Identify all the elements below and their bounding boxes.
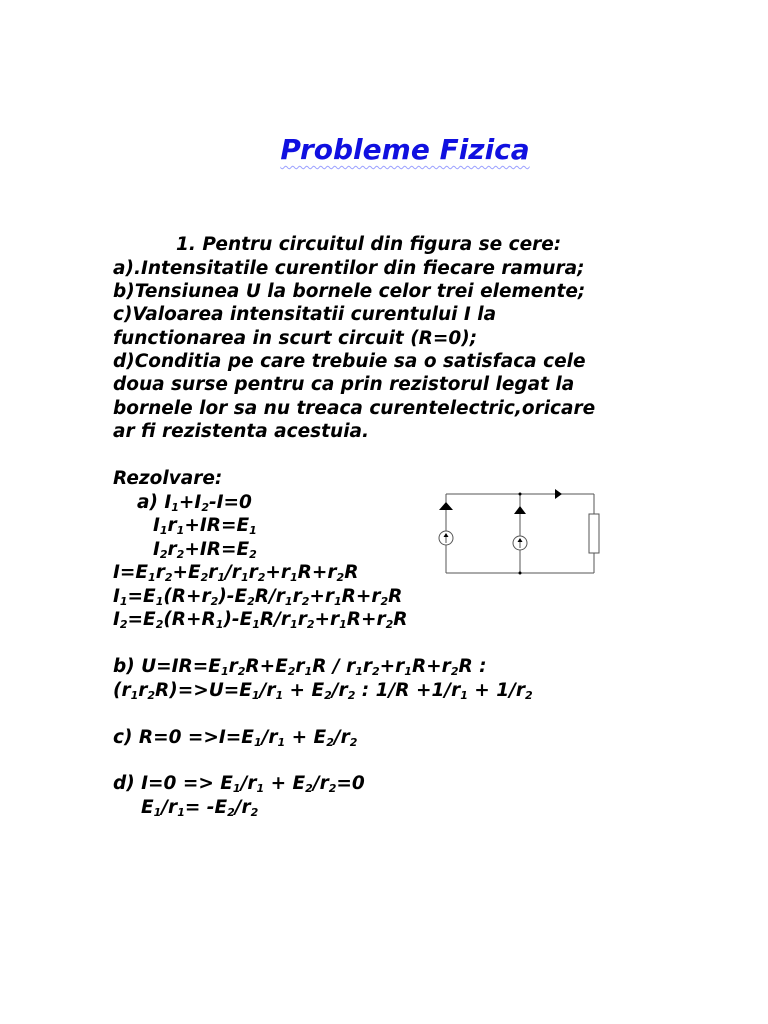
page-title: Probleme Fizica bbox=[280, 133, 530, 166]
equation-c: c) $R=0 =>I=E_1/r_1 + E_2/r_2$ bbox=[113, 727, 358, 749]
equation-d2: $E_1/r_1= -E_2/r_2$ bbox=[141, 797, 259, 819]
current-arrow-top-icon bbox=[555, 489, 562, 499]
problem-item-a: a).Intensitatile curentilor din fiecare ramura; bbox=[113, 258, 585, 279]
problem-item-d-cont2: bornele lor sa nu treaca curentelectric,oricare bbox=[113, 398, 596, 419]
solution-heading: Rezolvare: bbox=[113, 468, 223, 489]
equation-a6: $I_2=E_2(R+R_1)-E_1R/r_1r_2+r_1R+r_2R$ bbox=[113, 609, 408, 631]
problem-item-b: b)Tensiunea U la bornele celor trei elemente; bbox=[113, 281, 586, 302]
equation-a1: a) $I_1+I_2-I=0$ bbox=[137, 492, 252, 514]
equation-d1: d) $I=0 => E_1/r_1 + E_2/r_2=0$ bbox=[113, 773, 365, 795]
equation-a5: $I_1=E_1(R+r_2)-E_2R/r_1r_2+r_1R+r_2R$ bbox=[113, 586, 403, 608]
problem-item-c-cont: functionarea in scurt circuit (R=0); bbox=[113, 328, 478, 349]
equation-a3: $I_2r_2+IR=E_2$ bbox=[153, 539, 257, 561]
problem-item-d-cont3: ar fi rezistenta acestuia. bbox=[113, 421, 370, 442]
current-arrow-middle-icon bbox=[514, 506, 526, 514]
problem-item-c: c)Valoarea intensitatii curentului I la bbox=[113, 304, 497, 325]
equation-a2: $I_1r_1+IR=E_1$ bbox=[153, 515, 257, 537]
node-top-icon bbox=[519, 493, 522, 496]
current-arrow-left-icon bbox=[439, 502, 453, 510]
circuit-diagram bbox=[432, 484, 607, 579]
equation-a4: $I=E_1r_2+E_2r_1/r_1r_2+r_1R+r_2R$ bbox=[113, 562, 359, 584]
node-bottom-icon bbox=[519, 572, 522, 575]
problem-item-d-cont1: doua surse pentru ca prin rezistorul legat la bbox=[113, 374, 575, 395]
problem-heading: 1. Pentru circuitul din figura se cere: bbox=[176, 234, 562, 255]
equation-b2: $(r_1r_2R)=>U=E_1/r_1 + E_2/r_2$ : $1/R +1/r_1 + 1/r_2$ bbox=[113, 680, 533, 702]
problem-item-d: d)Conditia pe care trebuie sa o satisfaca cele bbox=[113, 351, 586, 372]
resistor-icon bbox=[589, 514, 599, 553]
equation-b1: b) $U=IR=E_1r_2R+E_2r_1R / r_1r_2+r_1R+r_2R$ : bbox=[113, 656, 487, 678]
